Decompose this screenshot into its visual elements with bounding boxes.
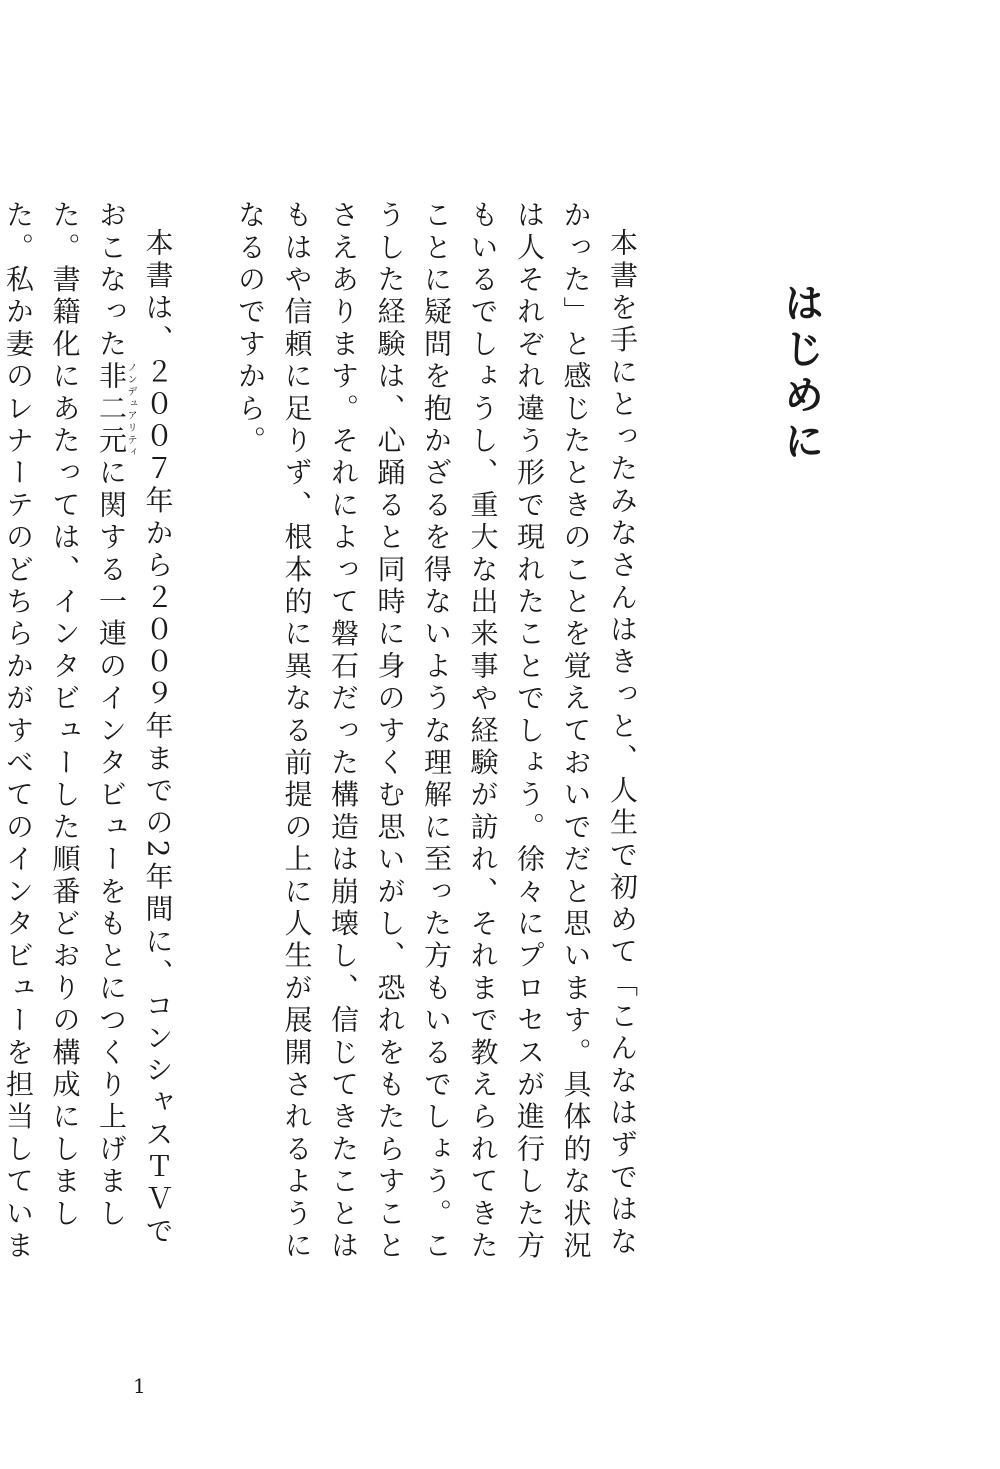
paragraph-2-part-2: に関する一連のインタビューをもとにつくり上げました。書籍化にあたっては、インタビューした順番どおりの構成にしました。私か妻のレナーテのどちらかがすべてのインタビューを担当していま: [2, 200, 128, 1263]
paragraph-1: 本書を手にとったみなさんはきっと、人生で初めて「こんなはずではなかった」と感じたときのことを覚えておいでだと思います。具体的な状況は人それぞれ違う形で現れたことでしょう。徐々にプロセスが進行した方もいるでしょうし、重大な出来事や経験が訪れ、それまで教えられてきたことに疑問を抱かざるを得ないような理解に至った方もいるでしょう。こうした経験は、心踊ると同時に身のすくむ思いがし、恐れをもたらすことさえあります。それによって磐石だった構造は崩壊し、信じてきたことはもはや信頼に足りず、根本的に異なる前提の上に人生が展開されるようになるのですから。: [234, 200, 639, 1263]
chapter-title: はじめに: [777, 282, 825, 466]
body-text: [0, 200, 645, 1280]
ruby-reading: ノンデュアリティ: [125, 361, 136, 458]
page-number: 1: [133, 1374, 146, 1398]
nondual-ruby: [95, 361, 136, 458]
ruby-base: 非二元: [95, 361, 128, 458]
paragraph-2: [0, 200, 181, 1280]
paragraph-2-part-1: 本書は、２００７年から２００９年までの2年間に、コンシャスＴＶでおこなった: [95, 200, 175, 1249]
